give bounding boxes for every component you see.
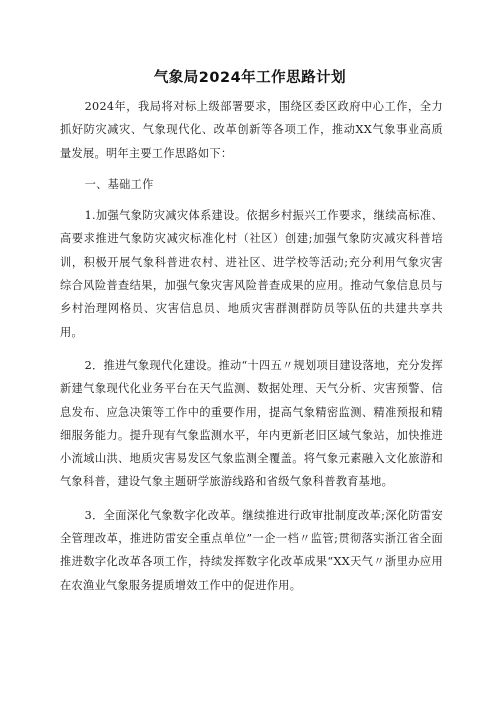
section-heading-basic-work: 一、基础工作 [84, 177, 154, 191]
item-2-paragraph: 2．推进气象现代化建设。推动“十四五〃规划项目建设落地，充分发挥新建气象现代化业务平台在天气监测、数据处理、天气分析、灾害预警、信息发布、应急决策等工作中的重要作用，提高气象精密监测、精准预报和精细服务能力。提升现有气象监测水平，年内更新老旧区域气象站，加快推进小流域山洪、地质灾害易发区气象监测全覆盖。将气象元素融入文化旅游和气象科普，建设气象主题研学旅游线路和省级气象科普教育基地。 [60, 358, 443, 489]
item-3-paragraph: 3．全面深化气象数字化改革。继续推进行政审批制度改革;深化防雷安全管理改革，推进防雷安全重点单位”一企一档〃监管;贯彻落实浙江省全面推进数字化改革各项工作，持续发挥数字化改革成果“XX天气〃浙里办应用在农渔业气象服务提质增效工作中的促进作用。 [60, 508, 443, 592]
item-1-paragraph: 1.加强气象防灾减灾体系建设。依据乡村振兴工作要求，继续高标准、高要求推进气象防灾减灾标准化村（社区）创建;加强气象防灾减灾科普培训，积极开展气象科普进农村、进社区、进学校等活动;充分利用气象灾害综合风险普查结果，加强气象灾害风险普查成果的应用。推动气象信息员与乡村治理网格员、灾害信息员、地质灾害群测群防员等队伍的共建共享共用。 [60, 209, 443, 339]
document-title: 气象局2024年工作思路计划 [153, 70, 347, 86]
document-body [60, 95, 443, 597]
intro-paragraph: 2024年，我局将对标上级部署要求，围绕区委区政府中心工作，全力抓好防灾减灾、气象现代化、改革创新等各项工作，推动XX气象事业高质量发展。明年主要工作思路如下： [60, 100, 443, 160]
